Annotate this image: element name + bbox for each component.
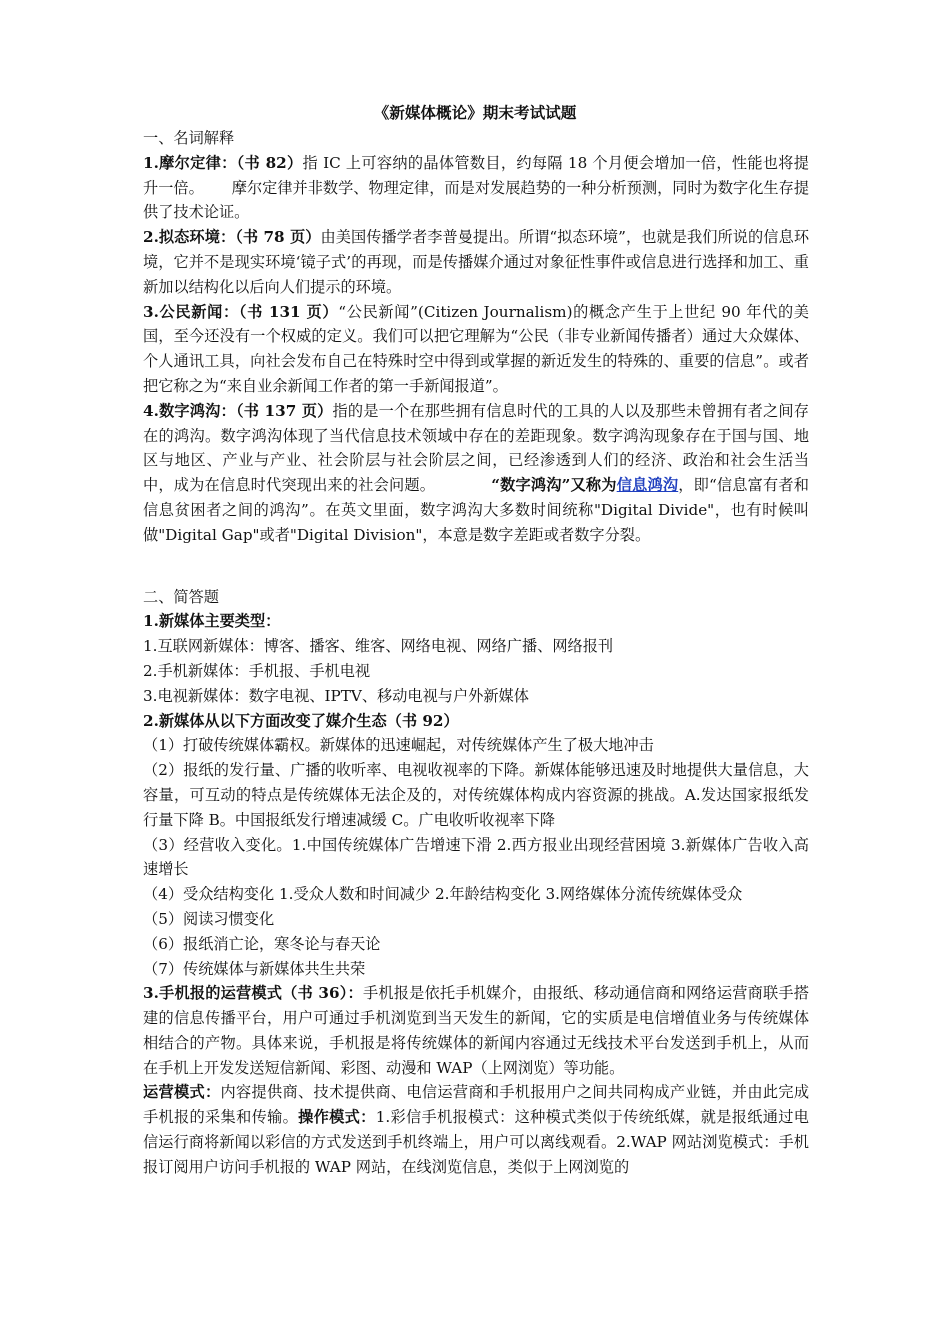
operation-mode [143, 1080, 809, 1179]
mode-text: 1.彩信手机报模式：这种模式类似于传统纸媒，就是报纸通过电信运行商将新闻以彩信的方式发送到手机终端上，用户可以离线观看。2.WAP 网站浏览模式：手机报订阅用户访问手机报的 WAP 网站，在线浏览信息，类似于上网浏览的 [143, 1108, 809, 1176]
list-item: 1.互联网新媒体：博客、播客、维客、网络电视、网络广播、网络报刊 [143, 637, 614, 656]
term-citizen-journalism [143, 300, 809, 399]
term-label: 3.公民新闻：（书 131 页） [143, 302, 339, 321]
info-divide-link[interactable]: 信息鸿沟 [616, 476, 679, 495]
operation-label: 运营模式： [143, 1083, 221, 1102]
term-text: 指 IC 上可容纳的晶体管数目，约每隔 18 个月便会增加一倍，性能也将提升一倍。 [143, 153, 809, 197]
question-mobile-newspaper [143, 981, 809, 1080]
question-title: 1.新媒体主要类型： [143, 612, 281, 631]
list-item: （1）打破传统媒体霸权。新媒体的迅速崛起，对传统媒体产生了极大地冲击 [143, 736, 654, 755]
question-label: 3.手机报的运营模式（书 36）： [143, 984, 363, 1003]
section-heading: 二、简答题 [143, 587, 219, 606]
term-moores-law [143, 151, 809, 225]
term-text: 指的是一个在那些拥有信息时代的工具的人以及那些未曾拥有者之间存在的鸿沟。数字鸿沟体现了当代信息技术领域中存在的差距现象。数字鸿沟现象存在于国与国、地区与地区、产业与产业、社会阶层与社会阶层之间，已经渗透到人们的经济、政治和社会生活当中，成为在信息时代突现出来的社会问题。 [143, 401, 809, 495]
term-text: 摩尔定律并非数学、物理定律，而是对发展趋势的一种分析预测，同时为数字化生存提供了技术论证。 [143, 178, 810, 222]
term-label: 4.数字鸿沟：（书 137 页） [143, 401, 333, 420]
term-text: 由美国传播学者李普曼提出。所谓“拟态环境”，也就是我们所说的信息环境，它并不是现实环境‘镜子式’的再现，而是传播媒介通过对象征性事件或信息进行选择和加工、重新加以结构化以后向人们提示的环境。 [143, 228, 810, 296]
operation-text: 内容提供商、技术提供商、电信运营商和手机报用户之间共同构成产业链，并由此完成手机报的采集和传输。 [143, 1083, 810, 1127]
section-heading: 一、名词解释 [143, 129, 235, 147]
document-body [143, 126, 809, 1180]
list-item: 3.电视新媒体：数字电视、IPTV、移动电视与户外新媒体 [143, 686, 529, 705]
document-title: 《新媒体概论》期末考试试题 [373, 103, 577, 122]
question-text: 手机报是依托手机媒介，由报纸、移动通信商和网络运营商联手搭建的信息传播平台，用户可通过手机浏览到当天发生的新闻，它的实质是电信增值业务与传统媒体相结合的产物。具体来说，手机报是将传统媒体的新闻内容通过无线技术平台发送到手机上，从而在手机上开发发送短信新闻、彩图、动漫和 WAP（上网浏览）等功能。 [143, 984, 809, 1077]
list-item: 2.手机新媒体：手机报、手机电视 [143, 661, 371, 680]
term-digital-divide [143, 399, 809, 548]
list-item: （6）报纸消亡论，寒冬论与春天论 [143, 934, 381, 953]
term-text: “公民新闻”(Citizen Journalism)的概念产生于上世纪 90 年代的美国，至今还没有一个权威的定义。我们可以把它理解为“公民（非专业新闻传播者）通过大众媒体、个人通讯工具，向社会发布自己在特殊时空中得到或掌握的新近发生的特殊的、重要的信息”。或者把它称之为“来自业余新闻工作者的第一手新闻报道”。 [143, 302, 809, 395]
question-title: 2.新媒体从以下方面改变了媒介生态（书 92） [143, 711, 459, 730]
list-item: （4）受众结构变化 1.受众人数和时间减少 2.年龄结构变化 3.网络媒体分流传统媒体受众 [143, 885, 743, 904]
mode-label: 操作模式： [298, 1108, 376, 1127]
term-text: ，即“信息富有者和信息贫困者之间的鸿沟”。在英文里面，数字鸿沟大多数时间统称"Digital Divide"，也有时候叫做"Digital Gap"或者"Digital Division"，本意是数字差距或者数字分裂。 [143, 476, 809, 544]
list-item: （2）报纸的发行量、广播的收听率、电视收视率的下降。新媒体能够迅速及时地提供大量信息，大容量，可互动的特点是传统媒体无法企及的，对传统媒体构成内容资源的挑战。A.发达国家报纸发行量下降 B。中国报纸发行增速减缓 C。广电收听收视率下降 [143, 761, 809, 829]
list-item: （3）经营收入变化。1.中国传统媒体广告增速下滑 2.西方报业出现经营困境 3.新媒体广告收入高速增长 [143, 835, 809, 879]
list-item: （7）传统媒体与新媒体共生共荣 [143, 959, 366, 978]
term-label: 1.摩尔定律：（书 82） [143, 153, 303, 172]
term-bold-text: “数字鸿沟”又称为 [491, 476, 617, 495]
term-label: 2.拟态环境：（书 78 页） [143, 228, 321, 247]
term-pseudo-environment [143, 225, 809, 299]
list-item: （5）阅读习惯变化 [143, 909, 275, 928]
